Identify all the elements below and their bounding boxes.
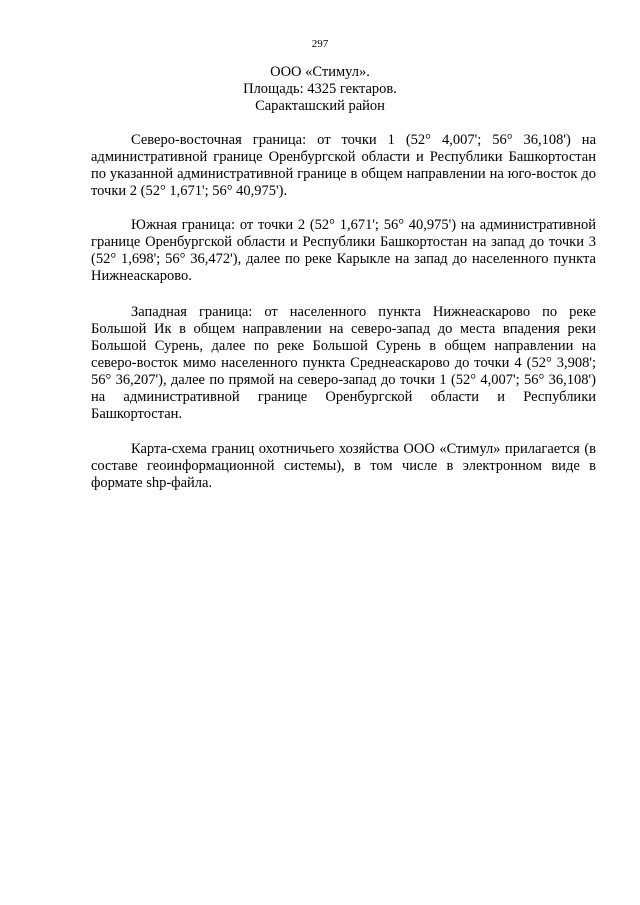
west-border-paragraph: Западная граница: от населенного пункта Нижнеаскарово по реке Большой Ик в общем направлении на северо-запад до места впадения реки Большой Сурень, далее по реке Большой Сурень в общем направлении на северо-восток мимо населенного пункта Среднеаскарово до точки 4 (52° 3,908'; 56° 36,207'), далее по прямой на северо-запад до точки 1 (52° 4,007'; 56° 36,108') на административной границе Оренбургской области и Республики Башкортостан. — [91, 304, 596, 422]
area-line: Площадь: 4325 гектаров. — [243, 81, 397, 97]
page-number: 297 — [311, 38, 329, 50]
map-note-paragraph: Карта-схема границ охотничьего хозяйства ООО «Стимул» прилагается (в составе геоинформационной системы), в том числе в электронном виде в формате shp-файла. — [91, 441, 596, 491]
document-heading — [0, 64, 640, 115]
northeast-border-paragraph: Северо-восточная граница: от точки 1 (52° 4,007'; 56° 36,108') на административной границе Оренбургской области и Республики Башкортостан по указанной административной границе в общем направлении на юго-восток до точки 2 (52° 1,671'; 56° 40,975'). — [91, 132, 596, 199]
district-name: Саракташский район — [255, 98, 385, 114]
organization-name: ООО «Стимул». — [270, 64, 370, 80]
south-border-paragraph: Южная граница: от точки 2 (52° 1,671'; 56° 40,975') на административной границе Оренбургской области и Республики Башкортостан на запад до точки 3 (52° 1,698'; 56° 36,472'), далее по реке Карыкле на запад до населенного пункта Нижнеаскарово. — [91, 217, 596, 284]
